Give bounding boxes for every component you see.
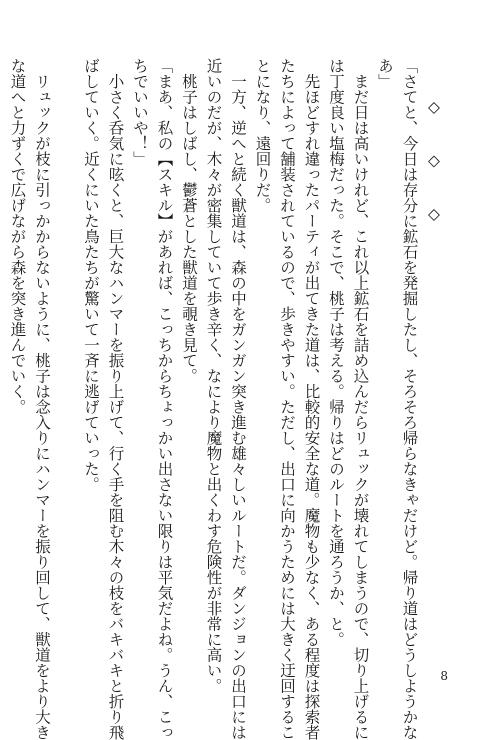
text-line-10: 桃子はしばし、鬱蒼とした獣道を覗き見て。 — [180, 58, 198, 384]
text-line-13: 小さく呑気に呟くと、巨大なハンマーを振り上げて、行く手を阻む木々の枝をバキバキと折り飛 — [106, 58, 125, 740]
text-line-17: な道へと力ずくで広げながら森を突き進んでいく。 — [8, 58, 27, 415]
text-line-12: ちでいいや！」 — [131, 58, 149, 167]
text-line-4: は丁度良い塩梅だった。そこで、桃子は考える。帰りはどのルートを通ろうか、と。 — [327, 58, 345, 647]
text-line-9: 近いのだが、木々が密集していて歩き辛く、なにより魔物と出くわす危険性が非常に高い。 — [204, 58, 223, 694]
blank-line — [54, 58, 79, 658]
text-line-7: とになり、遠回りだ。 — [253, 58, 272, 213]
text-line-11: 「まあ、私の【スキル】があれば、こっちからちょっかい出さない限りは平気だよね。うん、こっ — [155, 58, 174, 740]
text-line-3: まだ日は高いけれど、これ以上鉱石を詰め込んだらリュックが壊れてしまうので、切り上げるに — [351, 58, 370, 740]
text-line-16: リュックが枝に引っかからないように、桃子は念入りにハンマーを振り回して、獣道をより大き — [33, 58, 51, 740]
text-line-14: ばしていく。近くにいた鳥たちが驚いて一斉に逃げていった。 — [82, 58, 100, 492]
text-line-5: 先ほどすれ違ったパーティが出てきた道は、比較的安全な道。魔物も少なく、ある程度は探索者 — [302, 58, 321, 740]
vertical-text-body — [5, 58, 446, 740]
text-line-8: 一方、逆へと続く獣道は、森の中をガンガン突き進む雄々しいルートだ。ダンジョンの出口には — [229, 58, 247, 740]
page-number: 8 — [440, 669, 448, 683]
text-line-2: あ」 — [376, 58, 394, 89]
text-line-6: たちによって舗装されているので、歩きやすい。ただし、出口に向かうためには大きく迂回するこ — [278, 58, 296, 740]
scene-break: ◇ ◇ ◇ — [425, 98, 443, 233]
text-line-1: 「さてと、今日は存分に鉱石を発掘したし、そろそろ帰らなきゃだけど。帰り道はどうしようかな — [400, 58, 419, 740]
